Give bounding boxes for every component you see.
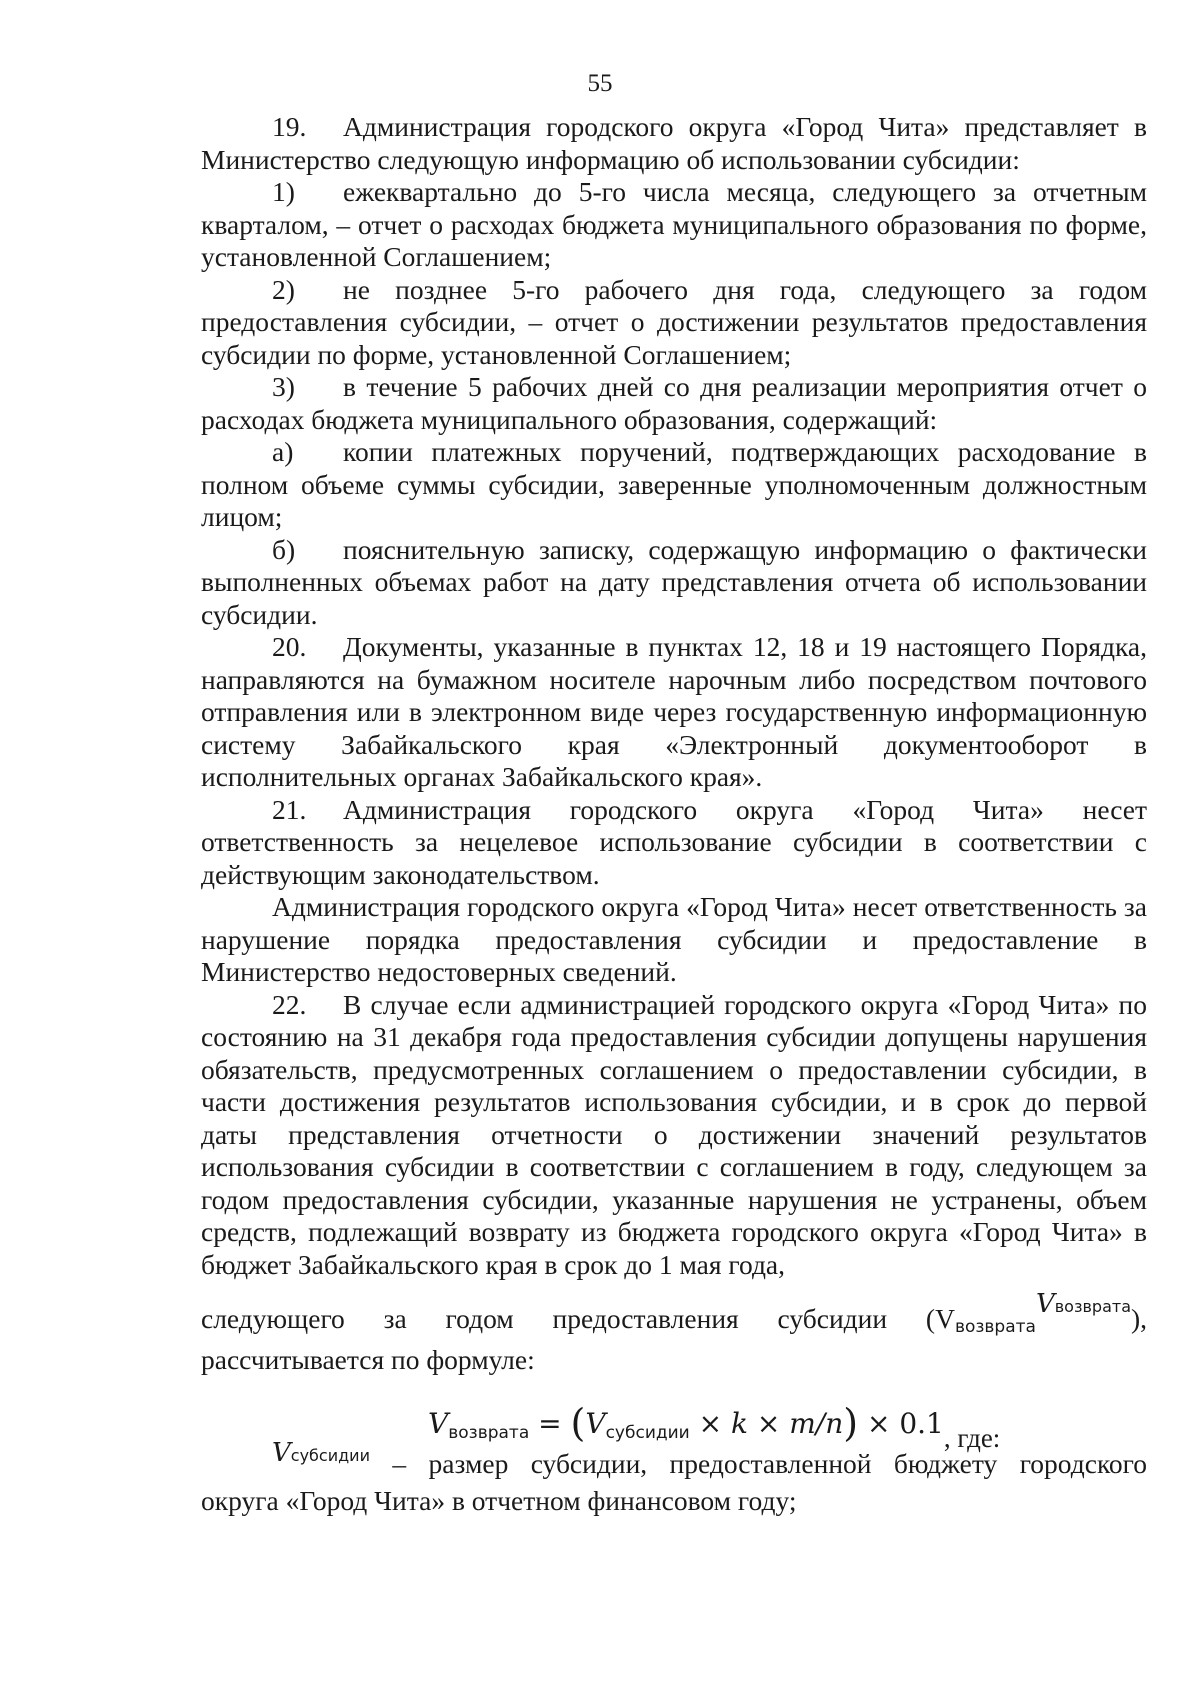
- formula-lhs: V: [428, 1407, 449, 1440]
- v-return-symbol-subscript: возврата: [1054, 1297, 1131, 1316]
- paragraph-19-a: [201, 436, 1147, 534]
- paragraph-19-2: [201, 274, 1147, 372]
- formula-left-paren: (: [570, 1401, 586, 1445]
- document-body: [201, 111, 1147, 1517]
- paragraph-19-3: [201, 371, 1147, 436]
- v-return-symbol: Vвозврата: [1035, 1289, 1131, 1319]
- formula-v-subsidy-subscript: субсидии: [605, 1423, 690, 1443]
- formula-right-paren: ): [843, 1401, 859, 1445]
- paragraph-22: [201, 989, 1147, 1282]
- line-word: следующего: [201, 1303, 345, 1334]
- paragraph-number: 19.: [272, 111, 307, 142]
- subscript-text: возврата: [954, 1317, 1036, 1337]
- line-word: субсидии: [777, 1303, 888, 1334]
- paragraph-text: пояснительную записку, содержащую информацию о фактически выполненных объемах работ на дату представления отчета об использовании субсидии.: [201, 533, 1147, 630]
- paragraph-text: рассчитывается по формуле:: [201, 1343, 535, 1375]
- paragraph-text: Администрация городского округа «Город Чита» несет ответственность за нарушение порядка предоставления субсидии и предоставление в Министерство недостоверных сведений.: [201, 891, 1147, 987]
- paragraph-text: Администрация городского округа «Город Чита» представляет в Министерство следующую информацию об использовании субсидии:: [201, 111, 1147, 175]
- paragraph-21: [201, 794, 1147, 892]
- definition-text: округа «Город Чита» в отчетном финансовом году;: [201, 1484, 797, 1516]
- list-number: 3): [272, 371, 295, 402]
- definition-continuation: [201, 1485, 1147, 1518]
- formula-equals: =: [529, 1407, 571, 1440]
- formula-lhs-subscript: возврата: [448, 1423, 530, 1443]
- line-word: за: [383, 1303, 407, 1334]
- page-number: 55: [587, 70, 613, 97]
- line-word: предоставления: [552, 1303, 739, 1334]
- paragraph-text: Документы, указанные в пунктах 12, 18 и 19 настоящего Порядка, направляются на бумажном носителе нарочным либо посредством почтового отправления или в электронном виде через государственную информационную систему Забайкальского края «Электронный документооборот в исполнительных органах Забайкальского края».: [201, 631, 1147, 792]
- list-number: 1): [272, 176, 295, 207]
- paragraph-text: В случае если администрацией городского округа «Город Чита» по состоянию на 31 декабря года предоставления субсидии допущены нарушения обязательств, предусмотренных соглашением о предоставлении субсидии, в части достижения результатов использования субсидии, и в срок до первой даты представления отчетности о достижении значений результатов использования субсидии в соответствии с соглашением в году, следующем за годом предоставления субсидии, указанные нарушения не устранены, объем средств, подлежащий возврату из бюджета городского округа «Город Чита» в бюджет Забайкальского края в срок до 1 мая года,: [201, 988, 1147, 1280]
- paragraph-21-second: [201, 891, 1147, 989]
- definition-symbol: Vсубсидии: [272, 1438, 370, 1468]
- paragraph-19-1: [201, 176, 1147, 274]
- paragraph-text: Администрация городского округа «Город Чита» несет ответственность за нецелевое использование субсидии в соответствии с действующим законодательством.: [201, 793, 1147, 890]
- definition-symbol-subscript: субсидии: [290, 1446, 370, 1465]
- paragraph-number: 22.: [272, 988, 307, 1020]
- definition-text: – размер субсидии, предоставленной бюджету городского: [392, 1448, 1148, 1479]
- formula-multiplier: × 0.1: [858, 1407, 944, 1440]
- paragraph-20: [201, 631, 1147, 794]
- paragraph-text: в течение 5 рабочих дней со дня реализации мероприятия отчет о расходах бюджета муниципального образования, содержащий:: [201, 371, 1147, 435]
- formula-v-subsidy: V: [585, 1407, 606, 1440]
- paragraph-22-formula-line: [201, 1281, 1147, 1344]
- paragraph-text: копии платежных поручений, подтверждающих расходование в полном объеме суммы субсидии, заверенные уполномоченным должностным лицом;: [201, 436, 1147, 532]
- list-number: 2): [272, 273, 295, 305]
- list-letter: б): [272, 533, 296, 565]
- paragraph-number: 20.: [272, 631, 307, 662]
- formula-where: , где:: [943, 1423, 1001, 1453]
- paragraph-number: 21.: [272, 793, 307, 825]
- paragraph-19: [201, 111, 1147, 176]
- list-letter: а): [272, 436, 294, 467]
- paragraph-text: ежеквартально до 5-го числа месяца, следующего за отчетным кварталом, – отчет о расходах бюджета муниципального образования по форме, установленной Соглашением;: [201, 176, 1147, 272]
- paragraph-22-tail: [201, 1344, 1147, 1377]
- line-word: годом: [445, 1303, 514, 1334]
- formula-factors: × k × m/n: [689, 1407, 844, 1440]
- paragraph-text: не позднее 5-го рабочего дня года, следующего за годом предоставления субсидии, – отчет о достижении результатов предоставления субсидии по форме, установленной Соглашением;: [201, 273, 1147, 370]
- v-return-notation: (VвозвратаVвозврата),: [925, 1289, 1148, 1337]
- paragraph-19-b: [201, 534, 1147, 632]
